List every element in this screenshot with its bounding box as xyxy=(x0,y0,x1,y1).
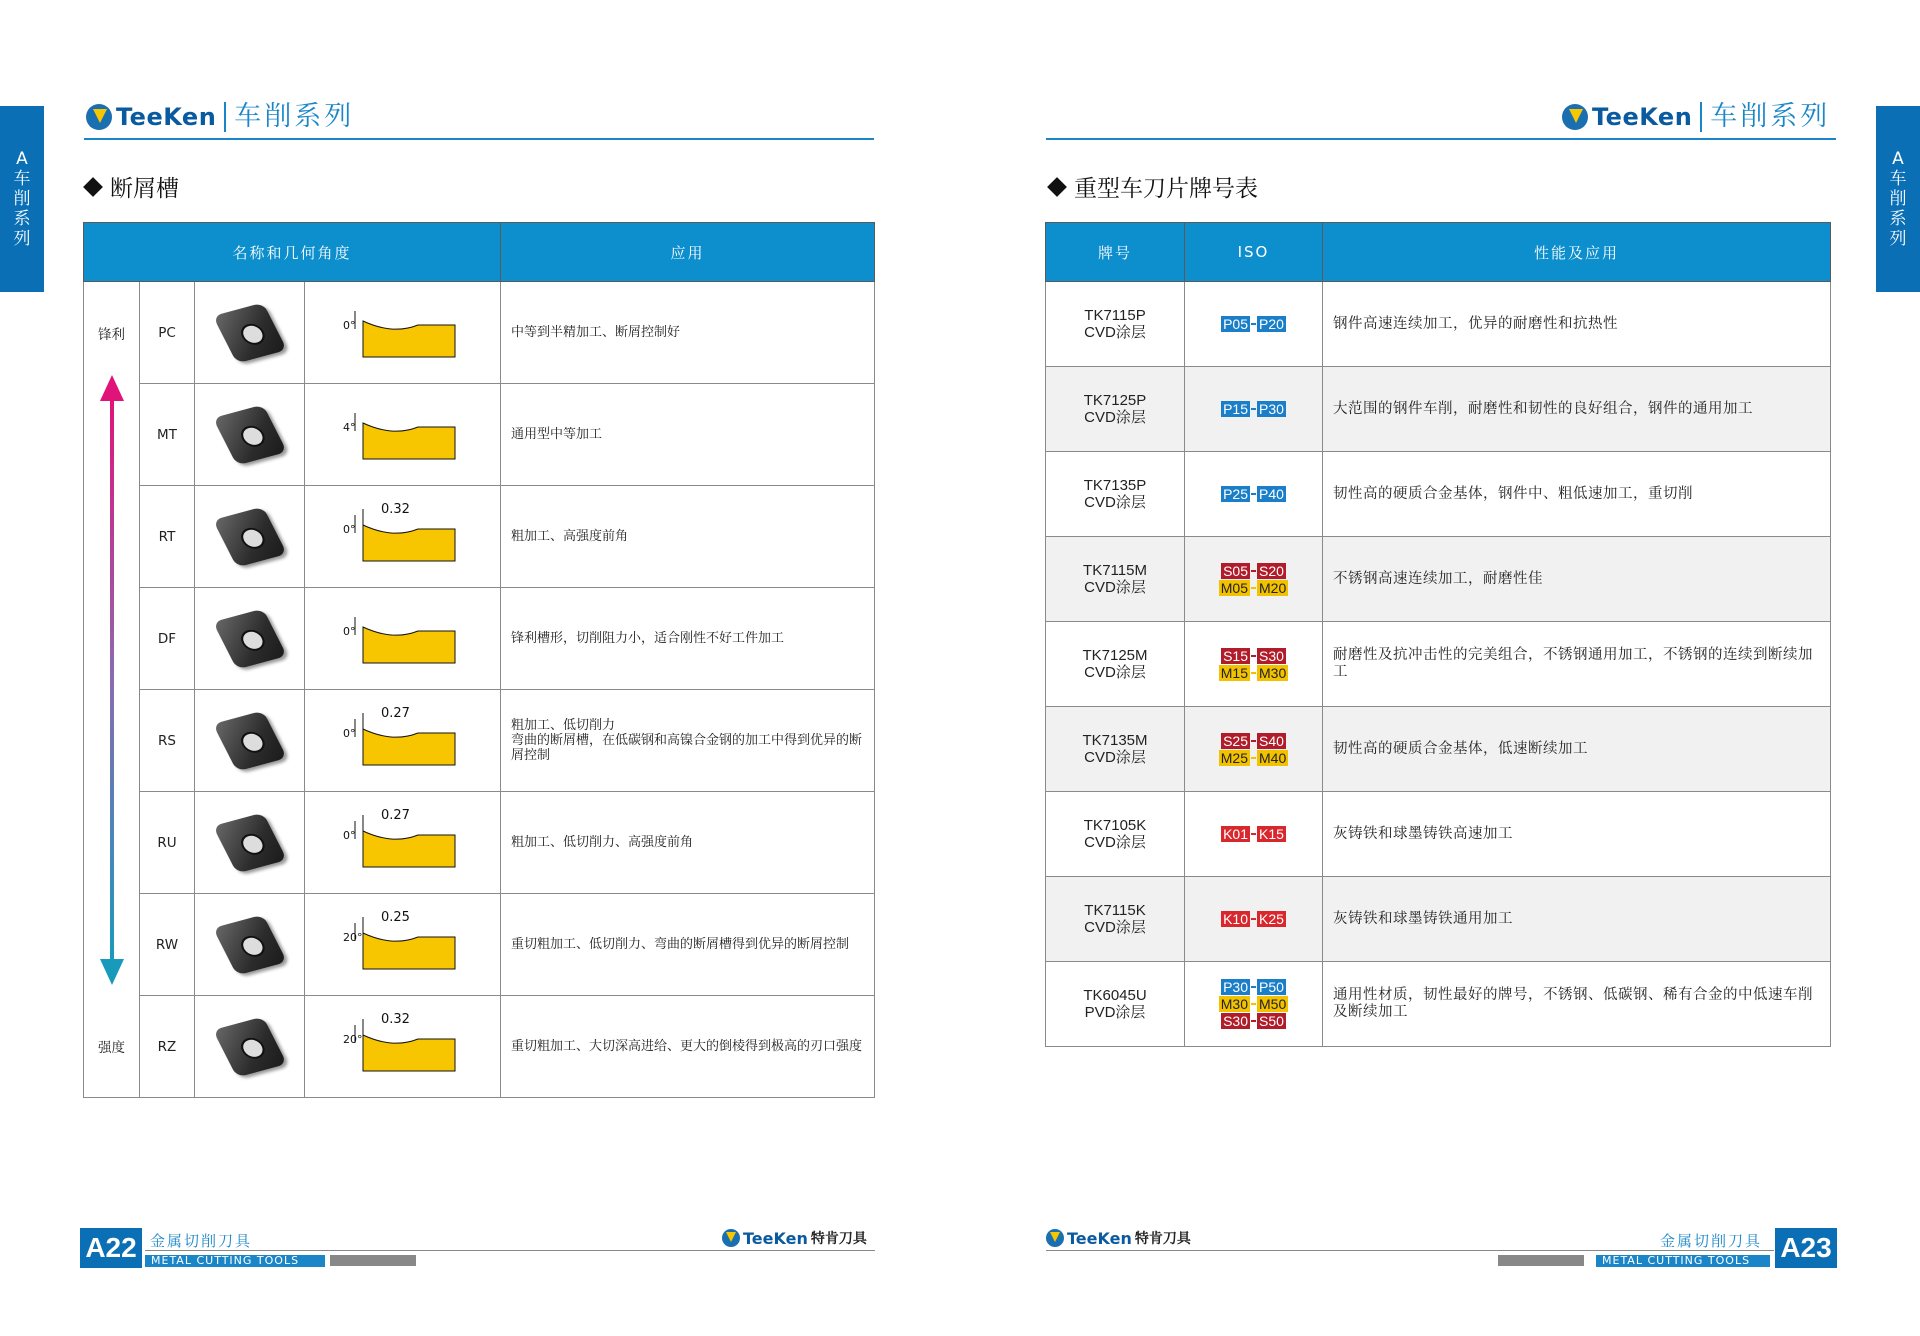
performance-text: 通用性材质，韧性最好的牌号，不锈钢、低碳钢、稀有合金的中低速车削及断续加工 xyxy=(1323,962,1831,1047)
grade-row xyxy=(1046,367,1831,452)
iso-range xyxy=(1186,1013,1321,1030)
side-tab-char: 系 xyxy=(13,209,31,229)
chipbreaker-table xyxy=(83,222,875,1098)
application-text: 重切粗加工、大切深高进给、更大的倒棱得到极高的刃口强度 xyxy=(501,996,875,1098)
chipbreaker-row xyxy=(84,996,875,1098)
iso-from: M25 xyxy=(1220,749,1248,766)
iso-from: S05 xyxy=(1223,562,1248,579)
iso-from: M15 xyxy=(1220,664,1248,681)
iso-to: K25 xyxy=(1259,911,1284,927)
angle-label: 0° xyxy=(342,828,355,842)
iso-range xyxy=(1186,749,1321,766)
iso-to: M30 xyxy=(1259,664,1287,681)
iso-from: M05 xyxy=(1220,579,1248,596)
header-performance: 性能及应用 xyxy=(1323,223,1831,282)
iso-to: P20 xyxy=(1259,316,1284,332)
performance-text: 灰铸铁和球墨铸铁通用加工 xyxy=(1323,877,1831,962)
iso-range-cell xyxy=(1185,877,1323,962)
insert-image-cell xyxy=(195,996,305,1098)
insert-image xyxy=(212,608,286,669)
iso-from: M30 xyxy=(1220,996,1248,1012)
side-tab-char: 削 xyxy=(13,189,31,209)
footer-logo-left: TeeKen 特肯刀具 xyxy=(722,1228,867,1248)
insert-image-cell xyxy=(195,792,305,894)
grade-row xyxy=(1046,792,1831,877)
teeken-logo-icon xyxy=(86,104,112,130)
land-width-label: 0.32 xyxy=(380,1011,410,1027)
iso-from: K01 xyxy=(1223,826,1248,842)
application-text: 重切粗加工、低切削力、弯曲的断屑槽得到优异的断屑控制 xyxy=(501,894,875,996)
angle-label: 4° xyxy=(342,420,355,434)
geometry-profile xyxy=(323,601,483,673)
grade-name: TK7115P CVD涂层 xyxy=(1046,282,1185,367)
iso-to: S50 xyxy=(1259,1013,1284,1029)
geometry-profile xyxy=(323,1009,483,1081)
iso-range xyxy=(1186,316,1321,333)
iso-from: P05 xyxy=(1223,316,1248,332)
grade-name: TK7135P CVD涂层 xyxy=(1046,452,1185,537)
iso-from: S30 xyxy=(1223,1013,1248,1029)
iso-from: S25 xyxy=(1223,732,1248,749)
iso-range-cell xyxy=(1185,282,1323,367)
land-width-label: 0.32 xyxy=(380,501,410,517)
chipbreaker-row xyxy=(84,894,875,996)
iso-range xyxy=(1186,996,1321,1013)
angle-label: 0° xyxy=(342,318,355,332)
geometry-profile xyxy=(323,703,483,775)
iso-range xyxy=(1186,401,1321,418)
iso-range xyxy=(1186,647,1321,664)
insert-image-cell xyxy=(195,486,305,588)
performance-text: 韧性高的硬质合金基体，低速断续加工 xyxy=(1323,707,1831,792)
side-tab-char: 削 xyxy=(1889,189,1907,209)
right-header-logo xyxy=(1562,102,1830,132)
side-tab-char: 列 xyxy=(1889,229,1907,249)
grade-row xyxy=(1046,537,1831,622)
geometry-profile xyxy=(323,295,483,367)
side-tab-char: 系 xyxy=(1889,209,1907,229)
teeken-logo-icon xyxy=(1046,1229,1064,1247)
performance-text: 大范围的钢件车削，耐磨性和韧性的良好组合，钢件的通用加工 xyxy=(1323,367,1831,452)
grade-row xyxy=(1046,282,1831,367)
geometry-cell xyxy=(305,588,501,690)
insert-image xyxy=(212,302,286,363)
performance-text: 韧性高的硬质合金基体，钢件中、粗低速加工，重切削 xyxy=(1323,452,1831,537)
iso-from: P15 xyxy=(1223,401,1248,417)
iso-range-cell xyxy=(1185,792,1323,877)
footer-en-right: METAL CUTTING TOOLS xyxy=(1596,1255,1770,1267)
insert-image xyxy=(212,404,286,465)
geometry-cell xyxy=(305,792,501,894)
insert-image-cell xyxy=(195,894,305,996)
grade-table xyxy=(1045,222,1831,1047)
application-text: 中等到半精加工、断屑控制好 xyxy=(501,282,875,384)
chipbreaker-row xyxy=(84,384,875,486)
grade-name: TK7105K CVD涂层 xyxy=(1046,792,1185,877)
insert-image xyxy=(212,914,286,975)
iso-to: S20 xyxy=(1259,562,1284,579)
iso-range xyxy=(1186,486,1321,503)
chipbreaker-code: RT xyxy=(140,486,195,588)
iso-range-cell xyxy=(1185,962,1323,1047)
insert-image xyxy=(212,812,286,873)
chipbreaker-row xyxy=(84,792,875,894)
geometry-cell xyxy=(305,996,501,1098)
brand-name: TeeKen xyxy=(116,103,217,131)
grade-name: TK6045U PVD涂层 xyxy=(1046,962,1185,1047)
grade-name: TK7115K CVD涂层 xyxy=(1046,877,1185,962)
chipbreaker-code: DF xyxy=(140,588,195,690)
iso-range xyxy=(1186,664,1321,681)
application-text: 通用型中等加工 xyxy=(501,384,875,486)
iso-to: M40 xyxy=(1259,749,1287,766)
application-text: 粗加工、低切削力 弯曲的断屑槽，在低碳钢和高镍合金钢的加工中得到优异的断屑控制 xyxy=(501,690,875,792)
iso-range xyxy=(1186,579,1321,596)
diamond-bullet-icon xyxy=(83,177,103,197)
iso-from: S15 xyxy=(1223,647,1248,664)
right-side-tab xyxy=(1876,106,1920,292)
iso-range xyxy=(1186,911,1321,928)
footer-cn-left: 金属切削刀具 xyxy=(150,1232,253,1250)
grade-row xyxy=(1046,622,1831,707)
brand-name: TeeKen xyxy=(1592,103,1693,131)
geometry-profile xyxy=(323,397,483,469)
grade-name: TK7125M CVD涂层 xyxy=(1046,622,1185,707)
grade-row xyxy=(1046,452,1831,537)
performance-text: 不锈钢高速连续加工，耐磨性佳 xyxy=(1323,537,1831,622)
angle-label: 0° xyxy=(342,726,355,740)
chipbreaker-code: MT xyxy=(140,384,195,486)
angle-label: 20° xyxy=(342,1032,362,1046)
chipbreaker-row xyxy=(84,486,875,588)
iso-to: S30 xyxy=(1259,647,1284,664)
performance-text: 灰铸铁和球墨铸铁高速加工 xyxy=(1323,792,1831,877)
performance-text: 耐磨性及抗冲击性的完美组合，不锈钢通用加工，不锈钢的连续到断续加工 xyxy=(1323,622,1831,707)
insert-image xyxy=(212,1016,286,1077)
geometry-cell xyxy=(305,384,501,486)
application-text: 锋利槽形，切削阻力小，适合刚性不好工件加工 xyxy=(501,588,875,690)
teeken-logo-icon xyxy=(722,1229,740,1247)
level-cell: 锋利 xyxy=(84,282,140,384)
application-text: 粗加工、低切削力、高强度前角 xyxy=(501,792,875,894)
series-title: 车削系列 xyxy=(224,102,354,132)
geometry-cell xyxy=(305,282,501,384)
iso-range xyxy=(1186,732,1321,749)
chipbreaker-row xyxy=(84,282,875,384)
geometry-cell xyxy=(305,894,501,996)
iso-from: K10 xyxy=(1223,911,1248,927)
iso-to: P40 xyxy=(1259,486,1284,502)
angle-label: 20° xyxy=(342,930,362,944)
left-section-title: 断屑槽 xyxy=(86,170,179,203)
iso-to: M20 xyxy=(1259,579,1287,596)
chipbreaker-code: RU xyxy=(140,792,195,894)
footer-gray-bar-left xyxy=(330,1255,416,1266)
grade-row xyxy=(1046,707,1831,792)
side-tab-char: A xyxy=(1892,149,1904,169)
geometry-profile xyxy=(323,499,483,571)
grade-name: TK7135M CVD涂层 xyxy=(1046,707,1185,792)
footer-cn-right: 金属切削刀具 xyxy=(1660,1232,1763,1250)
iso-to: M50 xyxy=(1259,996,1287,1012)
left-header-logo xyxy=(86,102,354,132)
geometry-cell xyxy=(305,690,501,792)
chipbreaker-row xyxy=(84,690,875,792)
side-tab-char: 车 xyxy=(1889,169,1907,189)
header-application: 应用 xyxy=(501,223,875,282)
iso-to: P50 xyxy=(1259,979,1284,995)
left-header-rule xyxy=(84,138,874,140)
insert-image xyxy=(212,506,286,567)
footer-gray-bar-right xyxy=(1498,1255,1584,1266)
geometry-cell xyxy=(305,486,501,588)
header-iso: ISO xyxy=(1185,223,1323,282)
left-side-tab xyxy=(0,106,44,292)
iso-to: P30 xyxy=(1259,401,1284,417)
insert-image-cell xyxy=(195,690,305,792)
insert-image-cell xyxy=(195,384,305,486)
angle-label: 0° xyxy=(342,522,355,536)
sharpness-strength-arrow xyxy=(100,375,124,985)
land-width-label: 0.27 xyxy=(380,705,410,721)
grade-name: TK7115M CVD涂层 xyxy=(1046,537,1185,622)
footer-divider-left xyxy=(145,1250,875,1251)
geometry-profile xyxy=(323,805,483,877)
land-width-label: 0.27 xyxy=(380,807,410,823)
right-section-title: 重型车刀片牌号表 xyxy=(1050,170,1258,203)
teeken-logo-icon xyxy=(1562,104,1588,130)
angle-label: 0° xyxy=(342,624,355,638)
side-tab-char: 列 xyxy=(13,229,31,249)
grade-row xyxy=(1046,962,1831,1047)
iso-range xyxy=(1186,979,1321,996)
geometry-profile xyxy=(323,907,483,979)
page-number-left: A22 xyxy=(80,1228,142,1268)
iso-to: K15 xyxy=(1259,826,1284,842)
grade-row xyxy=(1046,877,1831,962)
insert-image-cell xyxy=(195,588,305,690)
iso-range-cell xyxy=(1185,367,1323,452)
iso-range-cell xyxy=(1185,622,1323,707)
footer-logo-right: TeeKen 特肯刀具 xyxy=(1046,1228,1191,1248)
iso-from: P30 xyxy=(1223,979,1248,995)
footer-en-left: METAL CUTTING TOOLS xyxy=(145,1255,325,1267)
iso-range xyxy=(1186,826,1321,843)
right-header-rule xyxy=(1046,138,1836,140)
iso-to: S40 xyxy=(1259,732,1284,749)
chipbreaker-row xyxy=(84,588,875,690)
performance-text: 钢件高速连续加工，优异的耐磨性和抗热性 xyxy=(1323,282,1831,367)
side-tab-char: A xyxy=(16,149,28,169)
page-number-right: A23 xyxy=(1775,1228,1837,1268)
level-cell: 强度 xyxy=(84,996,140,1098)
iso-range xyxy=(1186,562,1321,579)
insert-image-cell xyxy=(195,282,305,384)
chipbreaker-code: RZ xyxy=(140,996,195,1098)
land-width-label: 0.25 xyxy=(380,909,410,925)
header-name-geometry: 名称和几何角度 xyxy=(84,223,501,282)
iso-from: P25 xyxy=(1223,486,1248,502)
series-title: 车削系列 xyxy=(1700,102,1830,132)
iso-range-cell xyxy=(1185,707,1323,792)
chipbreaker-code: RW xyxy=(140,894,195,996)
iso-range-cell xyxy=(1185,537,1323,622)
diamond-bullet-icon xyxy=(1047,177,1067,197)
chipbreaker-code: PC xyxy=(140,282,195,384)
header-grade: 牌号 xyxy=(1046,223,1185,282)
side-tab-char: 车 xyxy=(13,169,31,189)
grade-name: TK7125P CVD涂层 xyxy=(1046,367,1185,452)
insert-image xyxy=(212,710,286,771)
application-text: 粗加工、高强度前角 xyxy=(501,486,875,588)
iso-range-cell xyxy=(1185,452,1323,537)
chipbreaker-code: RS xyxy=(140,690,195,792)
